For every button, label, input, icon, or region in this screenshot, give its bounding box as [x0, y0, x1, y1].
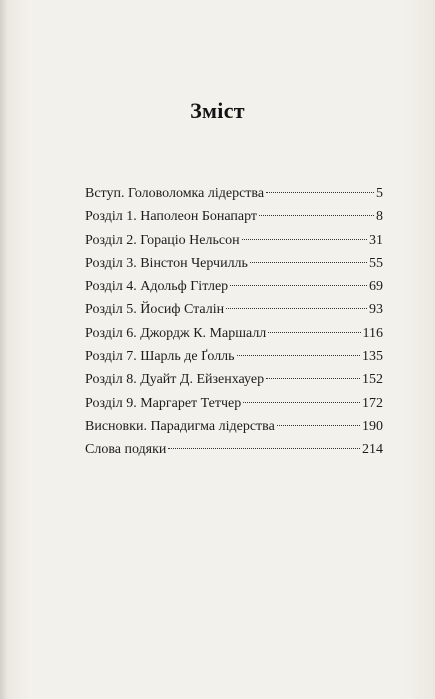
- toc-entry-page: 116: [362, 325, 383, 341]
- dot-leader: [250, 262, 367, 263]
- dot-leader: [237, 355, 360, 356]
- toc-entry-page: 172: [362, 395, 383, 411]
- toc-entry-page: 190: [362, 418, 383, 434]
- dot-leader: [226, 308, 367, 309]
- dot-leader: [242, 239, 367, 240]
- toc-entry-label: Висновки. Парадигма лідерства: [85, 418, 275, 434]
- toc-entry-label: Розділ 7. Шарль де Ґолль: [85, 349, 235, 365]
- toc-entry-page: 5: [376, 186, 383, 201]
- toc-entry-label: Розділ 2. Гораціо Нельсон: [85, 232, 240, 248]
- dot-leader: [168, 448, 360, 449]
- toc-entry-label: Розділ 3. Вінстон Черчилль: [85, 255, 248, 271]
- toc-entry: [85, 252, 383, 275]
- dot-leader: [268, 332, 360, 333]
- toc-entry: [85, 392, 383, 415]
- toc-entry-label: Розділ 1. Наполеон Бонапарт: [85, 209, 258, 225]
- toc-entry: [85, 182, 383, 205]
- toc-entry: [85, 345, 383, 368]
- toc-entry-page: 69: [369, 279, 383, 295]
- toc-entry-label: Розділ 6. Джордж К. Маршалл: [85, 325, 267, 341]
- toc-entry: [85, 438, 383, 461]
- toc-entry: [85, 275, 383, 298]
- toc-entry-label: Вступ. Головоломка лідерства: [85, 186, 265, 201]
- toc-entry: [85, 368, 383, 391]
- dot-leader: [243, 402, 360, 403]
- toc-entry-page: 135: [362, 349, 383, 365]
- toc-entry-page: 8: [376, 209, 383, 225]
- toc-entry-page: 152: [362, 372, 383, 388]
- page-title: Зміст: [190, 98, 245, 123]
- toc-entry-label: Розділ 5. Йосиф Сталін: [85, 302, 225, 318]
- dot-leader: [259, 215, 374, 216]
- toc-entry-page: 55: [369, 255, 383, 271]
- toc-entry-label: Розділ 4. Адольф Гітлер: [85, 279, 229, 295]
- toc-entry: [85, 322, 383, 345]
- dot-leader: [230, 285, 367, 286]
- toc-entry: [85, 298, 383, 321]
- toc-entry-label: Слова подяки: [85, 442, 167, 458]
- dot-leader: [266, 192, 374, 193]
- toc-entry-page: 31: [369, 232, 383, 248]
- dot-leader: [277, 425, 360, 426]
- table-of-contents: [85, 182, 383, 462]
- dot-leader: [266, 378, 360, 379]
- toc-entry: [85, 229, 383, 252]
- toc-entry-label: Розділ 8. Дуайт Д. Ейзенхауер: [85, 372, 265, 388]
- toc-entry: [85, 205, 383, 228]
- toc-entry: [85, 415, 383, 438]
- toc-entry-page: 214: [362, 442, 383, 458]
- toc-entry-page: 93: [369, 302, 383, 318]
- toc-entry-label: Розділ 9. Маргарет Тетчер: [85, 395, 242, 411]
